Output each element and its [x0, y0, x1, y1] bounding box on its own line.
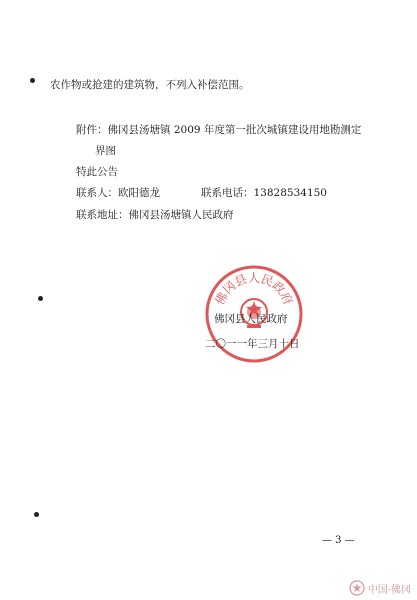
seal-arc-text: 佛冈县人民政府: [212, 271, 296, 308]
contact-person: 联系人：欧阳德龙: [76, 187, 160, 199]
issue-date: 二〇一一年三月十日: [205, 338, 300, 350]
emblem-icon: [349, 580, 365, 596]
binding-hole-top: [30, 78, 35, 83]
notice-text: 特此公告: [76, 166, 118, 178]
page-number: — 3 —: [322, 535, 355, 546]
body-text-line: 农作物或抢建的建筑物，不列入补偿范围。: [50, 79, 250, 91]
attachment-line: 附件：佛冈县汤塘镇 2009 年度第一批次城镇建设用地勘测定: [76, 124, 362, 136]
site-watermark: [349, 580, 411, 596]
contact-address: 联系地址：佛冈县汤塘镇人民政府: [76, 209, 234, 221]
watermark-text: 中国·佛冈: [367, 584, 411, 596]
binding-hole-middle: [38, 296, 43, 301]
binding-hole-bottom: [34, 512, 39, 517]
contact-phone: 联系电话：13828534150: [201, 187, 327, 199]
attachment-line-continued: 界图: [95, 145, 116, 157]
issuer-name: 佛冈县人民政府: [214, 313, 288, 325]
